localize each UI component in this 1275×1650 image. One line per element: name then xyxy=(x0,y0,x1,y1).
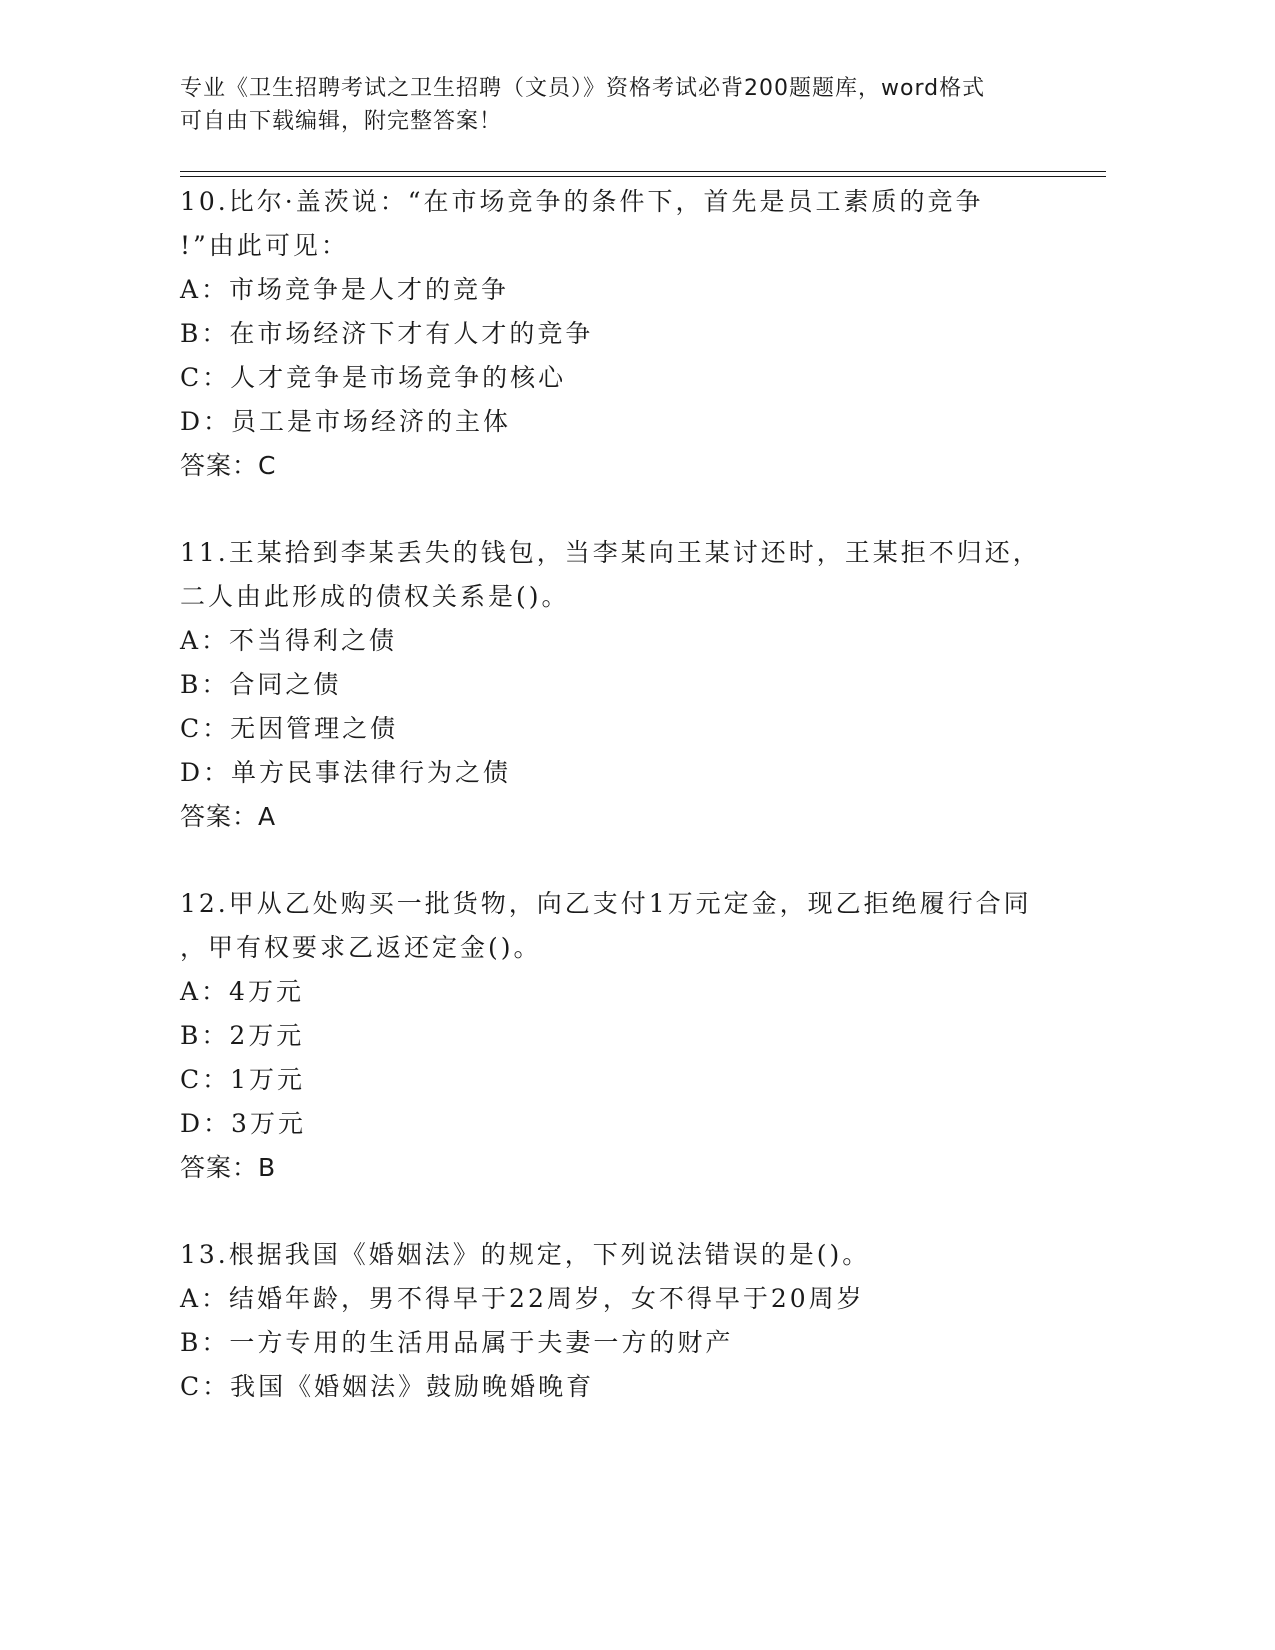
option-c: C：无因管理之债 xyxy=(180,714,399,743)
answer-line: 答案：A xyxy=(180,802,277,831)
question-stem-line: 二人由此形成的债权关系是()。 xyxy=(180,582,570,611)
option-c: C：1万元 xyxy=(180,1065,306,1094)
option-d: D：员工是市场经济的主体 xyxy=(180,407,512,436)
option-d: D：3万元 xyxy=(180,1109,306,1138)
option-a: A：市场竞争是人才的竞争 xyxy=(180,275,510,304)
question-stem-line: ，甲有权要求乙返还定金()。 xyxy=(180,933,542,962)
header-divider xyxy=(180,171,1106,172)
question-10 xyxy=(180,180,1080,488)
option-b: B：一方专用的生活用品属于夫妻一方的财产 xyxy=(180,1328,734,1357)
option-b: B：2万元 xyxy=(180,1021,305,1050)
question-stem-line: 12.甲从乙处购买一批货物，向乙支付1万元定金，现乙拒绝履行合同 xyxy=(180,889,1032,918)
answer-line: 答案：C xyxy=(180,451,277,480)
option-c: C：人才竞争是市场竞争的核心 xyxy=(180,363,567,392)
question-stem-line: 13.根据我国《婚姻法》的规定，下列说法错误的是()。 xyxy=(180,1240,871,1269)
question-stem-line: !”由此可见： xyxy=(180,231,349,260)
question-13 xyxy=(180,1233,1080,1409)
question-11 xyxy=(180,531,1080,839)
option-b: B：在市场经济下才有人才的竞争 xyxy=(180,319,594,348)
option-a: A：不当得利之债 xyxy=(180,626,398,655)
question-list xyxy=(180,180,1080,1452)
document-header xyxy=(180,72,1060,138)
option-a: A：4万元 xyxy=(180,977,304,1006)
question-stem-line: 11.王某拾到李某丢失的钱包，当李某向王某讨还时，王某拒不归还， xyxy=(180,538,1041,567)
answer-line: 答案：B xyxy=(180,1153,277,1182)
header-line: 专业《卫生招聘考试之卫生招聘（文员）》资格考试必背200题题库，word格式 xyxy=(180,76,986,101)
header-line: 可自由下载编辑，附完整答案！ xyxy=(180,109,503,134)
question-12 xyxy=(180,882,1080,1190)
option-d: D：单方民事法律行为之债 xyxy=(180,758,512,787)
option-b: B：合同之债 xyxy=(180,670,342,699)
header-divider xyxy=(180,176,1106,177)
option-c: C：我国《婚姻法》鼓励晚婚晚育 xyxy=(180,1372,595,1401)
question-stem-line: 10.比尔·盖茨说：“在市场竞争的条件下，首先是员工素质的竞争 xyxy=(180,187,984,216)
option-a: A：结婚年龄，男不得早于22周岁，女不得早于20周岁 xyxy=(180,1284,865,1313)
